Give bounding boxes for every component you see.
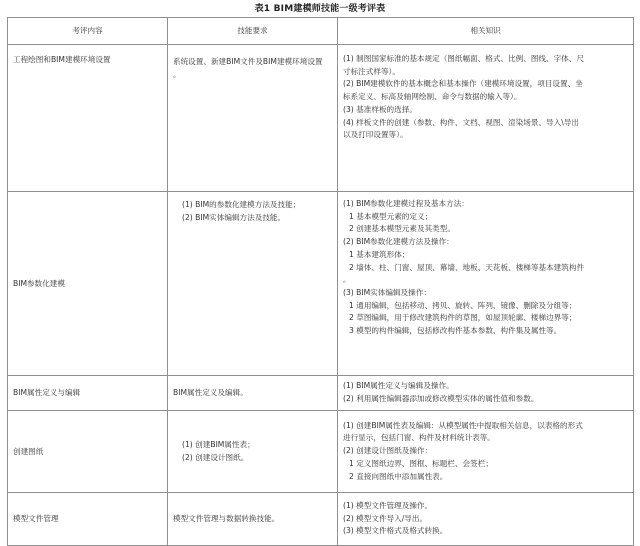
skill-line: BIM属性定义及编辑。 (173, 387, 248, 397)
knowledge-line: (1) BIM参数化建模过程及基本方法： (343, 199, 469, 208)
header-skills: 技能要求 (168, 18, 338, 45)
table-row (8, 376, 634, 411)
knowledge-line: 以及打印设置等）。 (343, 130, 408, 140)
knowledge-line: 2 草图编辑，用于修改建筑构件的草图，如屋顶轮廓、楼梯边界等； (349, 313, 577, 323)
knowledge-line: 1 基本模型元素的定义； (349, 211, 433, 221)
table-row (8, 493, 634, 546)
table-row (8, 411, 634, 493)
knowledge-line: (1) 制图国家标准的基本规定（图纸幅面、格式、比例、图线、字体、尺 (343, 54, 584, 63)
row-knowledge (338, 192, 634, 376)
knowledge-line: (1) 模型文件管理及操作。 (343, 500, 433, 510)
knowledge-line: 1 通用编辑，包括移动、拷贝、旋转、阵列、镜像、删除及分组等； (349, 300, 577, 310)
row-content: BIM参数化建模 (8, 192, 168, 376)
knowledge-line: 寸标注式样等）。 (343, 66, 400, 76)
row-skills (168, 45, 338, 192)
knowledge-line: 。 (343, 275, 351, 285)
skill-line: (2) BIM实体编辑方法及技能。 (182, 212, 286, 222)
knowledge-line: 1 基本建筑形体； (349, 249, 410, 259)
table-row (8, 45, 634, 192)
knowledge-line: 2 直接向图纸中添加属性表。 (349, 471, 448, 481)
document-title: 表1 BIM建模师技能一级考评表 (254, 4, 386, 14)
knowledge-line: (3) BIM实体编辑及操作： (343, 288, 431, 298)
row-skills (168, 376, 338, 411)
header-knowledge: 相关知识 (338, 18, 634, 45)
skill-line: (2) 创建设计图纸。 (182, 452, 249, 462)
knowledge-line: (2) 模型文件导入/导出。 (343, 513, 428, 523)
table-row (8, 192, 634, 376)
knowledge-line: 1 定义图纸边界、图框、标题栏、会签栏； (349, 458, 493, 468)
knowledge-line: 2 墙体、柱、门窗、屋顶、幕墙、地板、天花板、楼梯等基本建筑构件 (349, 262, 585, 272)
row-skills (168, 192, 338, 376)
skill-line: 模型文件管理与数据转换技能。 (173, 513, 280, 523)
row-knowledge (338, 493, 634, 546)
row-content: BIM属性定义与编辑 (8, 376, 168, 411)
knowledge-line: (3) 模型文件格式及格式转换。 (343, 526, 448, 536)
row-knowledge (338, 45, 634, 192)
knowledge-line: (2) 创建设计图纸及操作： (343, 446, 433, 456)
header-content: 考评内容 (8, 18, 168, 45)
skill-line: (1) 创建BIM属性表； (182, 439, 255, 449)
skill-line: 。 (173, 69, 181, 79)
knowledge-line: 2 创建基本模型元素及其类型。 (349, 224, 455, 234)
row-content: 创建图纸 (8, 411, 168, 493)
knowledge-line: (2) BIM参数化建模方法及操作： (343, 237, 454, 247)
knowledge-line: (2) 利用属性编辑器添加或修改模型实体的属性值和参数。 (343, 394, 539, 403)
row-content: 工程绘图和BIM建模环境设置 (8, 45, 168, 192)
knowledge-line: 3 模型的构件编辑，包括修改构件基本参数、构件集及属性等。 (349, 326, 562, 336)
table-header-row (8, 18, 634, 45)
knowledge-line: 标系定义、标高及轴网绘制、命令与数据的输入等）。 (343, 92, 522, 102)
skill-line: 系统设置、新建BIM文件及BIM建模环境设置 (173, 57, 323, 66)
knowledge-line: (4) 样板文件的创建（参数、构件、文档、视图、渲染场景、导入\导出 (343, 117, 579, 127)
knowledge-line: (1) BIM属性定义与编辑及操作。 (343, 381, 454, 391)
knowledge-line: (3) 基准样板的选择。 (343, 104, 417, 114)
evaluation-table (7, 17, 634, 546)
row-content: 模型文件管理 (8, 493, 168, 546)
row-skills (168, 411, 338, 493)
knowledge-line: (1) 创建BIM属性表及编辑：从模型属性中提取相关信息，以表格的形式 (343, 420, 583, 430)
row-knowledge (338, 376, 634, 411)
skill-line: (1) BIM的参数化建模方法及技能； (182, 200, 301, 209)
row-skills (168, 493, 338, 546)
knowledge-line: (2) BIM建模软件的基本概念和基本操作（建模环境设置，项目设置、坐 (343, 79, 583, 89)
knowledge-line: 进行显示，包括门窗、构件及材料统计表等。 (343, 433, 495, 443)
row-knowledge (338, 411, 634, 493)
